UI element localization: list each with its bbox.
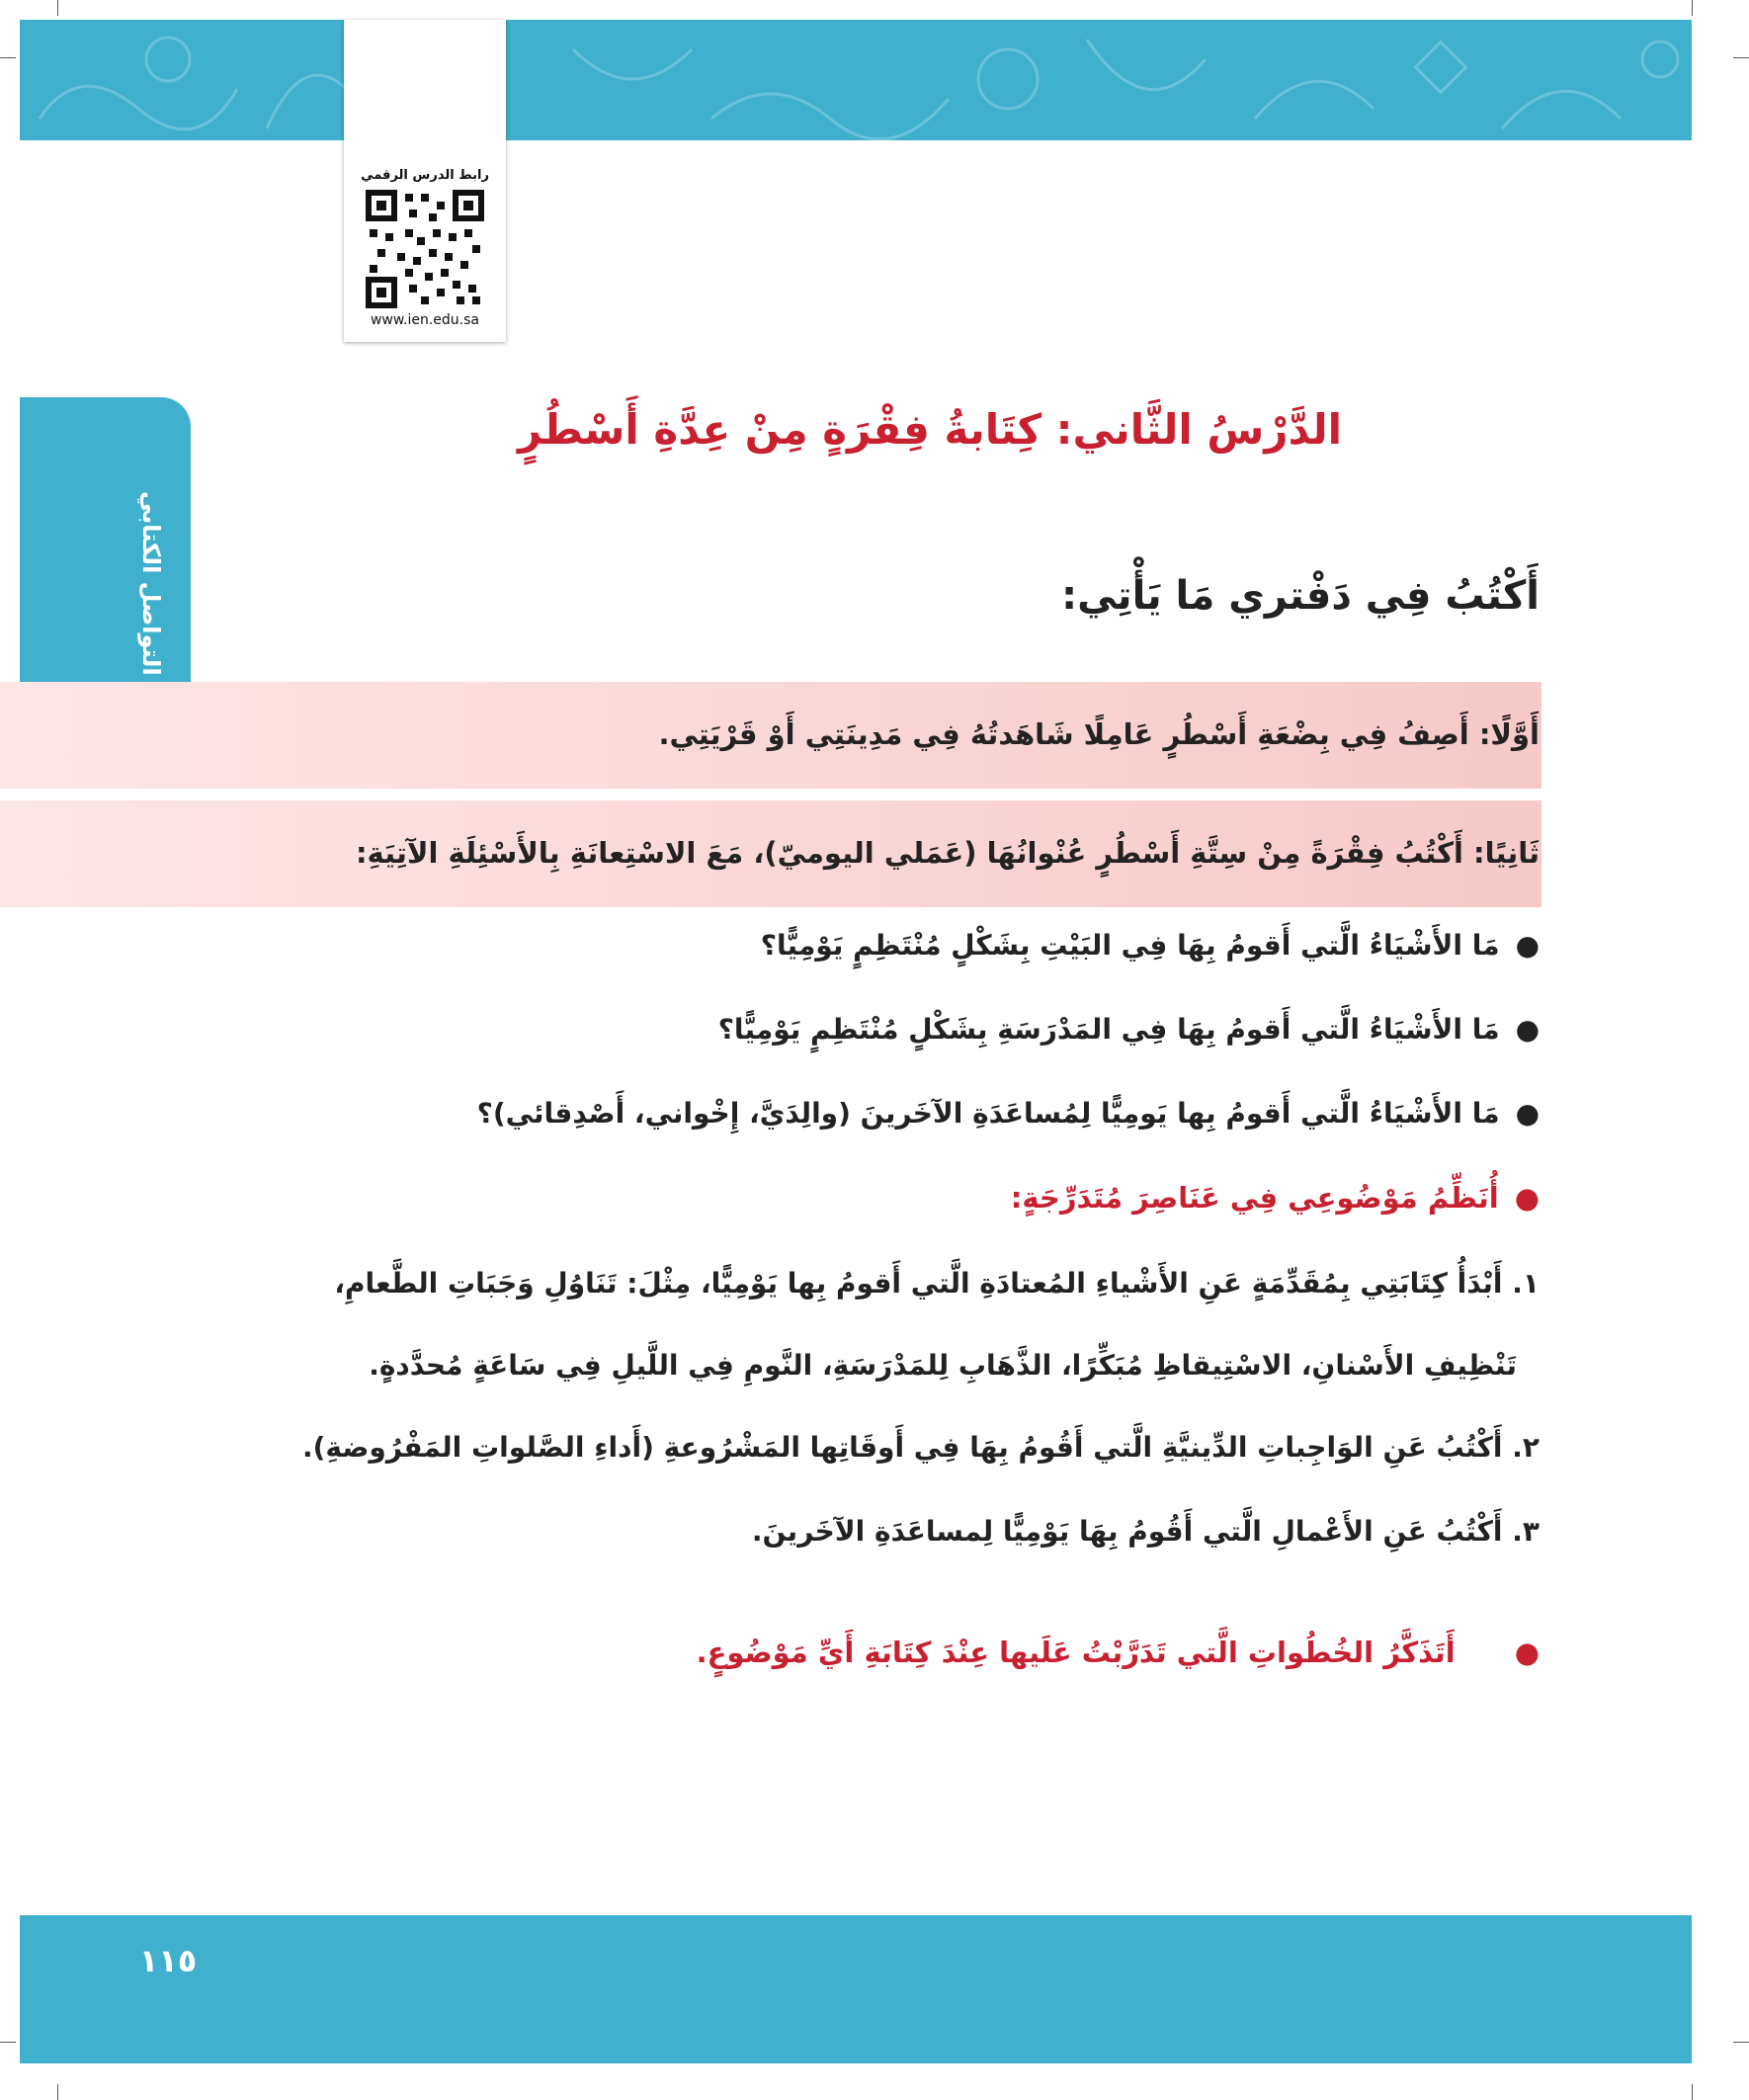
reminder [156,1636,1540,1669]
decorative-calligraphy-pattern [20,20,1692,140]
header-band [20,20,1692,140]
question-text: مَا الأَشْيَاءُ الَّتي أَقومُ بِهَا فِي البَيْتِ بِشَكْلٍ مُنْتَظِمٍ يَوْمِيًّا؟ [760,929,1500,962]
crop-mark [1733,57,1749,58]
step-item: ٢. أَكْتُبُ عَنِ الوَاجِباتِ الدِّينيَّةِ الَّتي أَقُومُ بِهَا فِي أَوقَاتِها المَشْرُوعةِ (أَداءِ الصَّلواتِ المَفْرُوضةِ). [301,1431,1540,1464]
qr-card[interactable] [344,20,506,342]
reminder-text: أَتَذَكَّرُ الخُطُواتِ الَّتي تَدَرَّبْتُ عَلَيها عِنْدَ كِتَابَةِ أَيِّ مَوْضُوعٍ. [696,1636,1456,1669]
sidebar-label: التواصل الكتابي [137,490,165,676]
crop-mark [0,57,16,58]
instruction-heading: أَكْتُبُ فِي دَفْتري مَا يَأْتِي: [1061,573,1540,619]
question-item [156,1097,1540,1130]
task-first-text: أَوَّلًا: أَصِفُ فِي بِضْعَةِ أَسْطُرٍ عَامِلًا شَاهَدتُهُ فِي مَدِينَتِي أَوْ قَرْيَتِي. [658,717,1540,751]
bullet-icon: ● [1514,1636,1540,1669]
step-item: ١. أَبْدَأُ كِتَابَتِي بِمُقَدِّمَةٍ عَنِ الأَشْياءِ المُعتادَةِ الَّتي أَقومُ بِها يَوْمِيًّا، مِثْلَ: تَنَاوُلِ وَجَبَاتِ الطَّعامِ، [334,1267,1540,1300]
crop-mark [0,2042,16,2043]
bullet-icon: ● [1515,929,1540,962]
question-text: مَا الأَشْيَاءُ الَّتي أَقومُ بِهَا فِي المَدْرَسَةِ بِشَكْلٍ مُنْتَظِمٍ يَوْمِيًّا؟ [717,1013,1500,1046]
organize-heading-text: أُنَظِّمُ مَوْضُوعِي فِي عَنَاصِرَ مُتَدَرِّجَةٍ: [1010,1181,1499,1215]
lesson-title: الدَّرْسُ الثَّاني: كِتَابةُ فِقْرَةٍ مِنْ عِدَّةِ أَسْطُرٍ [518,405,1342,454]
bullet-icon: ● [1515,1013,1540,1046]
step-item-continued: تَنْظِيفِ الأَسْنانِ، الاسْتِيقاظِ مُبَكِّرًا، الذَّهَابِ لِلمَدْرَسَةِ، النَّومِ فِي اللَّيلِ فِي سَاعَةٍ مُحدَّدةٍ. [369,1349,1517,1382]
crop-mark [1692,2084,1693,2100]
qr-url[interactable]: www.ien.edu.sa [370,312,480,328]
organize-heading [156,1181,1540,1215]
step-item: ٣. أَكْتُبُ عَنِ الأَعْمالِ الَّتي أَقُومُ بِهَا يَوْمِيًّا لِمساعَدَةِ الآخَرينَ. [751,1515,1540,1548]
question-item [156,929,1540,962]
question-text: مَا الأَشْيَاءُ الَّتي أَقومُ بِها يَومِيًّا لِمُساعَدَةِ الآخَرينَ (والِدَيَّ، إِخْواني، أَصْدِقائي)؟ [476,1097,1500,1130]
bullet-icon: ● [1515,1097,1540,1130]
footer-band [20,1915,1692,2063]
crop-mark [57,2084,58,2100]
crop-mark [1733,2042,1749,2043]
page-number: ١١٥ [138,1942,198,1979]
crop-mark [57,0,58,16]
question-item [156,1013,1540,1046]
bullet-icon: ● [1514,1181,1540,1215]
qr-code-icon[interactable] [366,190,484,308]
crop-mark [1692,0,1693,16]
qr-caption: رابط الدرس الرقمي [361,168,489,183]
task-second-text: ثَانِيًا: أَكْتُبُ فِقْرَةً مِنْ سِتَّةِ أَسْطُرٍ عُنْوانُهَا (عَمَلي اليوميّ)، مَعَ الاسْتِعانَةِ بِالأَسْئِلَةِ الآتِيَةِ: [355,836,1540,870]
